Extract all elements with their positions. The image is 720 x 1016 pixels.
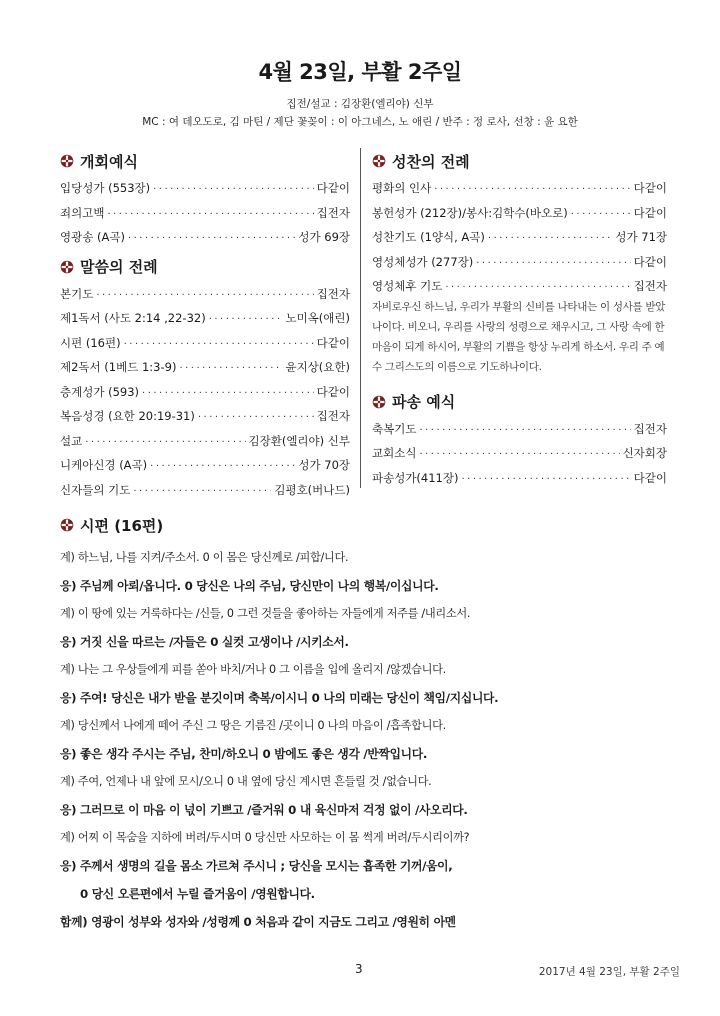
service-item-label: 성찬기도 (1양식, A곡) — [372, 230, 485, 244]
liturgy-of-word-list — [60, 282, 350, 503]
service-item — [60, 225, 350, 250]
psalm-leader-line: 계) 당신께서 나에게 떼어 주신 그 땅은 기름진 /곳이니 0 나의 마음이 /흡족합니다. — [60, 719, 446, 732]
service-item — [60, 306, 350, 331]
service-item-label: 입당성가 (553장) — [60, 181, 151, 195]
dot-leader — [476, 252, 630, 277]
service-item — [372, 176, 667, 201]
service-item-value: 다같이 — [633, 181, 667, 195]
left-column — [60, 150, 350, 502]
opening-rites-list — [60, 176, 350, 250]
service-item-label: 시편 (16편) — [60, 335, 121, 350]
psalm-lines — [60, 544, 680, 936]
cross-in-circle-icon — [372, 395, 386, 409]
footer-date: 2017년 4월 23일, 부활 2주일 — [538, 966, 680, 978]
service-item-value: 성가 71장 — [615, 230, 667, 244]
service-item — [60, 478, 350, 503]
service-item — [60, 282, 350, 307]
section-title: 개회예식 — [80, 152, 138, 171]
dot-leader — [419, 419, 630, 444]
service-item-value: 집전자 — [633, 279, 667, 293]
eucharist-heading — [372, 150, 667, 172]
service-item — [60, 380, 350, 405]
service-item-value: 김평호(버나드) — [274, 482, 350, 497]
psalm-section — [60, 514, 680, 936]
service-item — [60, 331, 350, 356]
psalm-response-line: 응) 주님께 아뢰/옵니다. 0 당신은 나의 주님, 당신만이 나의 행복/이십니다. — [60, 579, 439, 593]
page-title: 4월 23일, 부활 2주일 — [258, 60, 462, 84]
service-item-label: 니케아신경 (A곡) — [60, 458, 148, 472]
service-item — [372, 441, 667, 466]
service-item-value: 다같이 — [316, 384, 350, 399]
cross-in-circle-icon — [60, 260, 74, 274]
dot-leader — [150, 455, 295, 480]
service-item-value: 신자회장 — [622, 446, 667, 460]
service-item-label: 제1독서 (사도 2:14 ,22-32) — [60, 311, 206, 325]
service-item-label: 파송성가(411장) — [372, 470, 459, 485]
dot-leader — [434, 178, 630, 203]
service-item — [60, 404, 350, 429]
dot-leader — [133, 480, 271, 505]
dot-leader — [571, 203, 631, 228]
dot-leader — [107, 203, 313, 228]
service-item — [60, 355, 350, 380]
service-item-label: 평화의 인사 — [372, 181, 432, 195]
section-title: 파송 예식 — [392, 393, 456, 411]
service-item-label: 복음성경 (요한 20:19-31) — [60, 409, 195, 423]
section-title: 시편 (16편) — [80, 516, 164, 535]
psalm-response-line: 응) 거짓 신을 따르는 /자들은 0 실컷 고생이나 /시키소서. — [60, 635, 349, 649]
psalm-leader-line: 계) 이 땅에 있는 거룩하다는 /신들, 0 그런 것들을 좋아하는 자들에게 저주를 /내리소서. — [60, 607, 471, 620]
dot-leader — [142, 382, 314, 407]
page-number: 3 — [355, 962, 363, 976]
service-item-label: 신자들의 기도 — [60, 482, 131, 497]
service-item — [372, 250, 667, 275]
service-item-value: 성가 70장 — [298, 458, 350, 472]
dismissal-heading — [372, 391, 667, 413]
dot-leader — [488, 227, 612, 252]
eucharist-list — [372, 176, 667, 299]
service-item-value: 다같이 — [633, 254, 667, 269]
service-item-label: 제2독서 (1베드 1:3-9) — [60, 360, 177, 374]
psalm-heading — [60, 514, 680, 536]
service-item — [372, 201, 667, 226]
service-item-value: 윤지상(요한) — [285, 360, 350, 374]
service-item — [372, 417, 667, 442]
dot-leader — [96, 284, 313, 309]
service-item-label: 봉헌성가 (212장)/봉사:김학수(바오로) — [372, 205, 568, 220]
psalm-response-line: 응) 좋은 생각 주시는 주님, 찬미/하오니 0 밤에도 좋은 생각 /반짝입니다. — [60, 747, 428, 761]
service-item-value: 집전자 — [316, 286, 350, 301]
dot-leader — [419, 443, 619, 468]
psalm-response-line: 함께) 영광이 성부와 성자와 /성령께 0 처음과 같이 지금도 그리고 /영원히 아멘 — [60, 915, 456, 929]
service-item — [60, 453, 350, 478]
dot-leader — [128, 227, 295, 252]
service-item-label: 축복기도 — [372, 421, 417, 436]
service-item — [372, 274, 667, 299]
service-item-value: 집전자 — [633, 421, 667, 436]
service-item-value: 다같이 — [633, 205, 667, 220]
psalm-leader-line: 계) 나는 그 우상들에게 피를 쏟아 바치/거나 0 그 이름을 입에 올리지 /않겠습니다. — [60, 663, 446, 676]
service-item — [60, 176, 350, 201]
right-column — [372, 150, 667, 490]
service-item-label: 영성체성가 (277장) — [372, 254, 474, 269]
dismissal-list — [372, 417, 667, 491]
service-item — [60, 201, 350, 226]
service-item-label: 층계성가 (593) — [60, 384, 140, 399]
service-item-label: 죄의고백 — [60, 205, 105, 220]
dot-leader — [153, 178, 314, 203]
section-title: 말씀의 전례 — [80, 258, 158, 276]
service-item-value: 집전자 — [316, 409, 350, 423]
psalm-leader-line: 계) 어찌 이 목숨을 지하에 버려/두시며 0 당신만 사모하는 이 몸 썩게 버려/두시리이까? — [60, 831, 470, 844]
service-item-label: 영광송 (A곡) — [60, 230, 125, 244]
service-item-value: 성가 69장 — [298, 230, 350, 244]
dot-leader — [85, 431, 245, 456]
cross-in-circle-icon — [60, 518, 74, 532]
service-item-value: 다같이 — [633, 470, 667, 485]
service-item-label: 영성체후 기도 — [372, 279, 443, 293]
service-item-label: 설교 — [60, 433, 83, 448]
service-item-value: 노미옥(애린) — [285, 311, 350, 325]
psalm-response-line: 응) 주께서 생명의 길을 몸소 가르쳐 주시니 ; 당신을 모시는 흡족한 기꺼/움이, — [60, 859, 453, 873]
opening-rites-heading — [60, 150, 350, 172]
post-communion-prayer: 자비로우신 하느님, 우리가 부활의 신비를 나타내는 이 성사를 받았나이다. 비오니, 우리를 사랑의 성령으로 채우시고, 그 사랑 속에 한 마음이 되게 하시어, 부활의 기쁨을 항상 누리게 하소서. 우리 주 예수 그리스도의 이름으로 기도하나이다. — [372, 300, 666, 373]
liturgy-of-word-heading — [60, 256, 350, 278]
ministers-line: MC : 여 데오도로, 김 마틴 / 제단 꽃꽂이 : 이 아그네스, 노 애린 / 반주 : 정 로사, 선창 : 윤 요한 — [142, 116, 578, 128]
dot-leader — [461, 468, 630, 493]
psalm-leader-line: 계) 주여, 언제나 내 앞에 모시/오니 0 내 옆에 당신 계시면 흔들릴 것 /없습니다. — [60, 775, 432, 788]
cross-in-circle-icon — [60, 154, 74, 168]
column-divider — [360, 148, 361, 488]
psalm-response-line: 0 당신 오른편에서 누릴 즐거움이 /영원합니다. — [80, 887, 315, 901]
service-item-value: 다같이 — [316, 335, 350, 350]
service-item-label: 교회소식 — [372, 446, 417, 460]
service-item-value: 집전자 — [316, 205, 350, 220]
dot-leader — [209, 308, 283, 333]
dot-leader — [179, 357, 282, 382]
dot-leader — [198, 406, 314, 431]
service-item-label: 본기도 — [60, 286, 94, 301]
service-item-value: 다같이 — [316, 181, 350, 195]
section-title: 성찬의 전례 — [392, 152, 470, 171]
service-item-value: 김장환(엘리야) 신부 — [248, 433, 350, 448]
service-item — [372, 225, 667, 250]
service-item — [372, 466, 667, 491]
psalm-response-line: 응) 그러므로 이 마음 이 넋이 기쁘고 /즐거워 0 내 육신마저 걱정 없이 /사오리다. — [60, 803, 468, 817]
cross-in-circle-icon — [372, 154, 386, 168]
service-item — [60, 429, 350, 454]
psalm-response-line: 응) 주여! 당신은 내가 받을 분깃이며 축복/이시니 0 나의 미래는 당신이 책임/지십니다. — [60, 691, 499, 705]
psalm-leader-line: 계) 하느님, 나를 지켜/주소서. 0 이 몸은 당신께로 /피합/니다. — [60, 551, 349, 564]
celebrant-line: 집전/설교 : 김장환(엘리야) 신부 — [286, 98, 434, 110]
dot-leader — [124, 333, 314, 358]
